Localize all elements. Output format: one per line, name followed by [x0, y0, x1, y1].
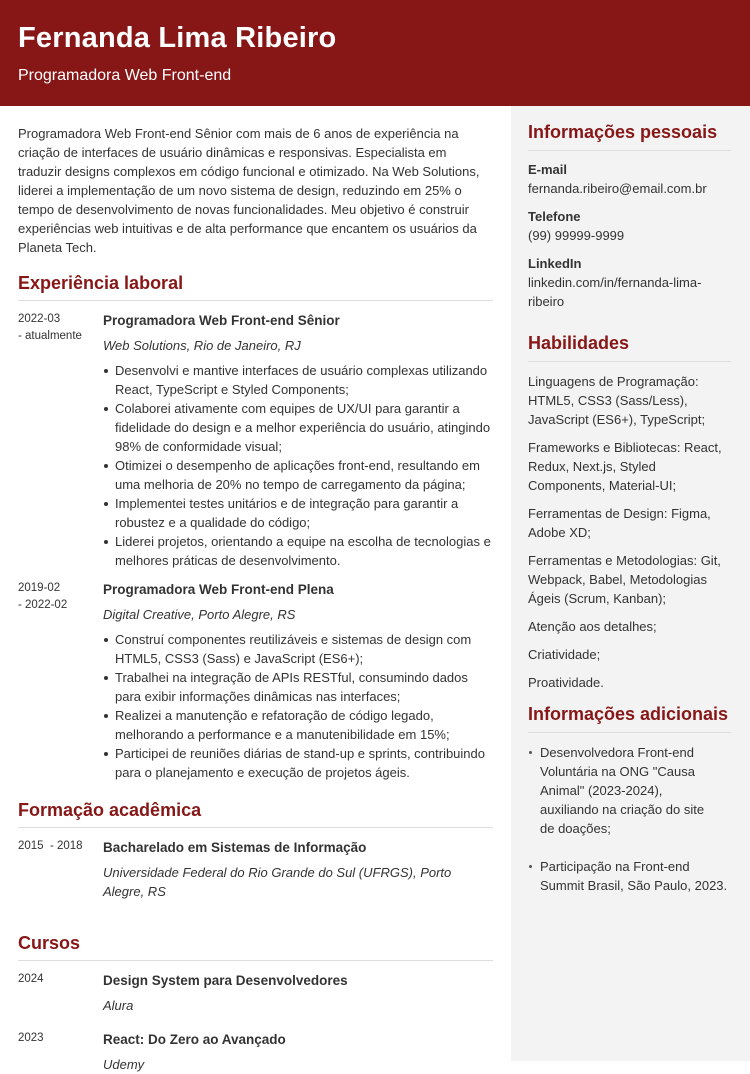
job-date-start: 2022-03 — [18, 313, 61, 325]
candidate-role: Programadora Web Front-end — [18, 67, 232, 84]
job-date — [18, 580, 96, 614]
course-date: 2023 — [18, 1032, 44, 1044]
additional-info-title: Informações adicionais — [528, 704, 731, 733]
skill-item: Ferramentas e Metodologias: Git, Webpack, Babel, Metodologias Ágeis (Scrum, Kanban); — [528, 553, 721, 606]
linkedin-value: linkedin.com/in/fernanda-lima-ribeiro — [528, 275, 702, 309]
additional-info-item: Participação na Front-end Summit Brasil, São Paulo, 2023. — [540, 857, 731, 895]
job-bullet: Otimizei o desempenho de aplicações front-end, resultando em uma melhoria de 20% no tempo de carregamento da página; — [115, 456, 493, 494]
additional-info-list — [528, 743, 731, 895]
candidate-name: Fernanda Lima Ribeiro — [18, 22, 337, 54]
course-title: React: Do Zero ao Avançado — [103, 1032, 286, 1047]
main-column — [18, 124, 493, 1074]
courses-section — [18, 933, 493, 1074]
phone-label: Telefone — [528, 209, 581, 224]
skills-section — [528, 333, 731, 692]
course-title: Design System para Desenvolvedores — [103, 973, 348, 988]
job-title: Programadora Web Front-end Plena — [103, 582, 334, 597]
additional-info-section — [528, 704, 731, 895]
course-provider: Udemy — [103, 1057, 145, 1072]
job-bullet: Trabalhei na integração de APIs RESTful, consumindo dados para exibir informações dinâmicas nas interfaces; — [115, 668, 493, 706]
skill-item: Frameworks e Bibliotecas: React, Redux, Next.js, Styled Components, Material-UI; — [528, 440, 722, 493]
course-entry — [18, 1030, 493, 1074]
education-date: 2015 - 2018 — [18, 840, 83, 852]
job-bullet: Colaborei ativamente com equipes de UX/UI para garantir a fidelidade do design e a melhor experiência do usuário, atingindo 98% de conformidade visual; — [115, 399, 493, 456]
job-bullet: Realizei a manutenção e refatoração de código legado, melhorando a performance e a manutenibilidade em 15%; — [115, 706, 493, 744]
education-section — [18, 800, 493, 901]
job-date-end: - atualmente — [18, 330, 82, 342]
job-entry — [18, 311, 493, 570]
job-title: Programadora Web Front-end Sênior — [103, 313, 340, 328]
profile-summary: Programadora Web Front-end Sênior com mais de 6 anos de experiência na criação de interfaces de usuário dinâmicas e responsivas. Especialista em traduzir designs complexos em código funcional e otimizado. Na Web Solutions, liderei a implementação de um novo sistema de design, reduzindo em 25% o tempo de desenvolvimento de novas funcionalidades. Meu objetivo é construir experiências web intuitivas e de alta performance que encantem os usuários da Planeta Tech. — [18, 126, 480, 255]
job-date-end: - 2022-02 — [18, 599, 68, 611]
experience-section-title: Experiência laboral — [18, 273, 493, 301]
job-company: Digital Creative, Porto Alegre, RS — [103, 607, 296, 622]
course-provider: Alura — [103, 998, 134, 1013]
skill-item: Criatividade; — [528, 647, 601, 662]
personal-info-title: Informações pessoais — [528, 122, 731, 151]
courses-section-title: Cursos — [18, 933, 493, 961]
phone-value: (99) 99999-9999 — [528, 228, 625, 243]
job-date — [18, 311, 96, 345]
resume-header — [0, 0, 750, 106]
additional-info-item: Desenvolvedora Front-end Voluntária na ONG "Causa Animal" (2023-2024), auxiliando na criação do site de doações; — [540, 743, 720, 838]
skill-item: Proatividade. — [528, 675, 604, 690]
job-bullets — [103, 630, 493, 782]
degree-title: Bacharelado em Sistemas de Informação — [103, 840, 367, 855]
job-bullet: Desenvolvi e mantive interfaces de usuário complexas utilizando React, TypeScript e Styled Components; — [115, 361, 493, 399]
education-section-title: Formação acadêmica — [18, 800, 493, 828]
email-label: E-mail — [528, 162, 568, 177]
course-entry — [18, 971, 493, 1015]
skill-item: Atenção aos detalhes; — [528, 619, 657, 634]
job-company: Web Solutions, Rio de Janeiro, RJ — [103, 338, 301, 353]
job-bullet: Construí componentes reutilizáveis e sistemas de design com HTML5, CSS3 (Sass) e JavaScript (ES6+); — [115, 630, 493, 668]
job-bullet: Liderei projetos, orientando a equipe na escolha de tecnologias e melhores práticas de desenvolvimento. — [115, 532, 493, 570]
experience-section — [18, 273, 493, 782]
job-date-start: 2019-02 — [18, 582, 61, 594]
job-bullets — [103, 361, 493, 570]
personal-info-section — [528, 122, 731, 311]
job-entry — [18, 580, 493, 782]
skill-item: Linguagens de Programação: HTML5, CSS3 (Sass/Less), JavaScript (ES6+), TypeScript; — [528, 374, 706, 427]
course-date: 2024 — [18, 973, 44, 985]
education-entry — [18, 838, 493, 901]
job-bullet: Participei de reuniões diárias de stand-up e sprints, contribuindo para o planejamento e execução de projetos ágeis. — [115, 744, 493, 782]
institution: Universidade Federal do Rio Grande do Sul (UFRGS), Porto Alegre, RS — [103, 865, 452, 899]
job-bullet: Implementei testes unitários e de integração para garantir a robustez e a qualidade do código; — [115, 494, 493, 532]
skill-item: Ferramentas de Design: Figma, Adobe XD; — [528, 506, 711, 540]
skills-title: Habilidades — [528, 333, 731, 362]
linkedin-label: LinkedIn — [528, 256, 582, 271]
email-value: fernanda.ribeiro@email.com.br — [528, 181, 707, 196]
skills-list — [528, 372, 731, 692]
